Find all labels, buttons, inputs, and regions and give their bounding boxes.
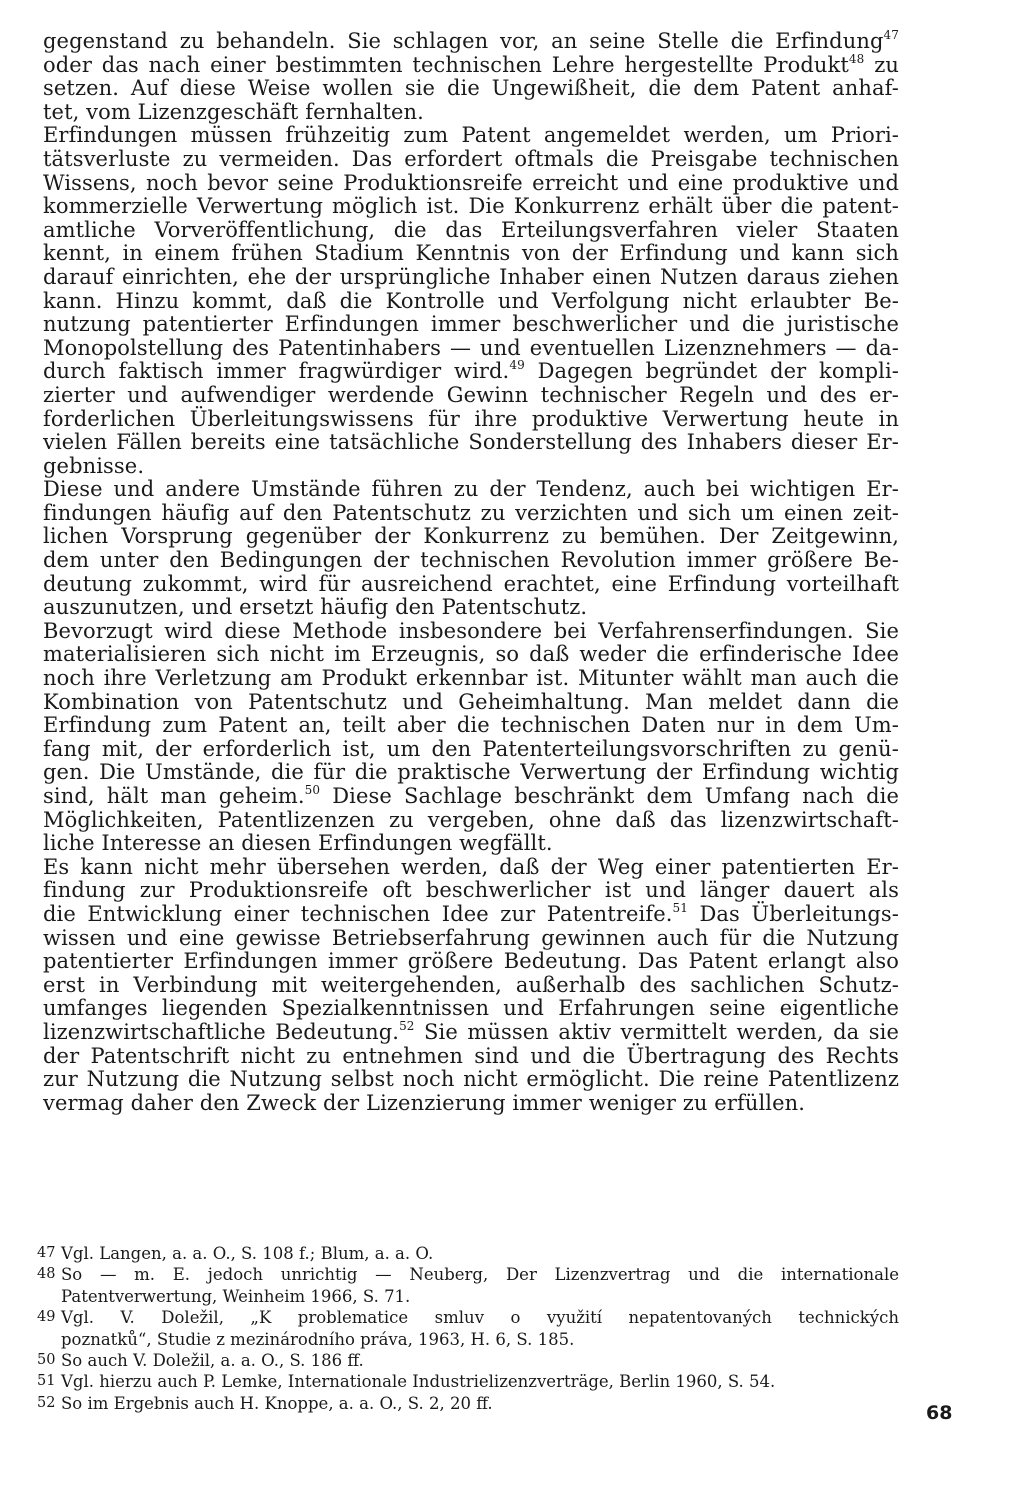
text-line [43, 856, 899, 880]
line-text: gebnisse. [43, 453, 145, 478]
text-line [43, 950, 899, 974]
text-line [43, 643, 899, 667]
line-text: fang mit, der erforderlich ist, um den Patenterteilungsvorschriften zu genü- [43, 736, 899, 761]
text-line [43, 337, 899, 361]
line-text: darauf einrichten, ehe der ursprüngliche Inhaber einen Nutzen daraus ziehen [43, 264, 899, 289]
footnote-number: 47 [37, 1245, 56, 1261]
text-line [43, 502, 899, 526]
line-text: die Entwicklung einer technischen Idee zur Patentreife. [43, 901, 673, 926]
line-text: kommerzielle Verwertung möglich ist. Die Konkurrenz erhält über die patent- [43, 194, 899, 219]
line-text: umfanges liegenden Spezialkenntnissen und Erfahrungen seine eigentliche [43, 996, 899, 1021]
text-line [43, 900, 899, 927]
line-text: zur Nutzung die Nutzung selbst noch nicht ermöglicht. Die reine Patentlizenz [43, 1067, 899, 1092]
line-text: Kombination von Patentschutz und Geheimhaltung. Man meldet dann die [43, 689, 899, 714]
text-line [43, 77, 899, 101]
text-line [43, 408, 899, 432]
line-text: wissen und eine gewisse Betriebserfahrung gewinnen auch für die Nutzung [43, 925, 899, 950]
text-line [43, 832, 899, 856]
text-line [43, 573, 899, 597]
line-text-continued: Diese Sachlage beschränkt dem Umfang nach die [320, 784, 899, 808]
text-line [43, 290, 899, 314]
text-line [43, 195, 899, 219]
line-text: findungen häufig auf den Patentschutz zu verzichten und sich um einen zeit- [43, 500, 899, 525]
line-text: zierter und aufwendiger werdende Gewinn technischer Regeln und des er- [43, 382, 899, 407]
line-text: tätsverluste zu vermeiden. Das erfordert oftmals die Preisgabe technischen [43, 146, 899, 171]
paragraph [43, 856, 899, 1116]
footnote-number: 49 [37, 1309, 56, 1326]
line-text: sind, hält man geheim. [43, 784, 305, 808]
text-line [43, 785, 899, 809]
text-line [43, 691, 899, 715]
text-line [43, 596, 899, 620]
text-line [43, 620, 899, 644]
line-text: amtliche Vorveröffentlichung, die das Erteilungsverfahren vieler Staaten [43, 217, 899, 242]
text-line [43, 549, 899, 573]
line-text: dem unter den Bedingungen der technischen Revolution immer größere Be- [43, 548, 899, 573]
text-line [43, 30, 899, 54]
line-text: Wissens, noch bevor seine Produktionsreife erreicht und eine produktive und [43, 170, 899, 195]
text-line [43, 1068, 899, 1092]
text-line [43, 266, 899, 290]
page-number: 68 [926, 1402, 953, 1424]
line-text: vermag daher den Zweck der Lizenzierung immer weniger zu erfüllen. [43, 1090, 806, 1115]
line-text: Bevorzugt wird diese Methode insbesondere bei Verfahrenserfindungen. Sie [43, 618, 899, 643]
line-text: setzen. Auf diese Weise wollen sie die Ungewißheit, die dem Patent anhaf- [43, 76, 899, 101]
text-line [43, 148, 899, 172]
footnote [37, 1371, 899, 1392]
text-line [43, 455, 899, 479]
text-line [43, 124, 899, 148]
line-text: materialisieren sich nicht im Erzeugnis, so daß weder die erfinderische Idee [43, 642, 899, 667]
text-line [43, 219, 899, 243]
footnote-text: So auch V. Doležil, a. a. O., S. 186 ff. [61, 1351, 364, 1371]
footnote-number: 52 [37, 1394, 56, 1411]
footnotes [37, 1243, 899, 1414]
line-text: kennt, in einem frühen Stadium Kenntnis von der Erfindung und kann sich [43, 241, 899, 266]
line-text: auszunutzen, und ersetzt häufig den Patentschutz. [43, 595, 588, 620]
line-text: durch faktisch immer fragwürdiger wird. [43, 359, 510, 384]
footnote-reference: 47 [883, 28, 899, 42]
line-text: Es kann nicht mehr übersehen werden, daß der Weg einer patentierten Er- [43, 854, 899, 879]
paragraph [43, 124, 899, 478]
footnote [37, 1243, 899, 1264]
line-text-continued: Sie müssen aktiv vermittelt werden, da sie [414, 1019, 899, 1044]
line-text: noch ihre Verletzung am Produkt erkennbar ist. Mitunter wählt man auch die [43, 666, 899, 691]
text-line [43, 384, 899, 408]
footnote-number: 50 [37, 1352, 56, 1369]
line-text: Diese und andere Umstände führen zu der Tendenz, auch bei wichtigen Er- [43, 477, 899, 502]
line-text-continued: Dagegen begründet der kompli- [524, 359, 899, 384]
line-text: findung zur Produktionsreife oft beschwerlicher ist und länger dauert als [43, 878, 899, 903]
text-line [43, 431, 899, 455]
footnote [37, 1393, 899, 1414]
line-text: Erfindungen müssen frühzeitig zum Patent angemeldet werden, um Priori- [43, 123, 899, 148]
text-line [43, 879, 899, 903]
body-text [43, 30, 899, 1115]
text-line [43, 738, 899, 762]
line-text: erst in Verbindung mit weitergehenden, außerhalb des sachlichen Schutz- [43, 972, 899, 997]
footnote-text: poznatků“, Studie z mezinárodního práva, 1963, H. 6, S. 185. [61, 1329, 575, 1349]
paragraph [43, 478, 899, 620]
text-line [43, 51, 899, 78]
text-line [43, 242, 899, 266]
line-text: Möglichkeiten, Patentlizenzen zu vergeben, ohne daß das lizenzwirtschaft- [43, 807, 899, 832]
line-text: vielen Fällen bereits eine tatsächliche Sonderstellung des Inhabers dieser Er- [43, 430, 899, 455]
text-line [43, 1018, 899, 1045]
line-text: forderlichen Überleitungswissens für ihre produktive Verwertung heute in [43, 406, 899, 431]
text-line [43, 1045, 899, 1069]
text-line [43, 809, 899, 833]
text-line [43, 997, 899, 1021]
text-line [43, 101, 899, 125]
line-text: oder das nach einer bestimmten technischen Lehre hergestellte Produkt [43, 52, 849, 77]
footnote-text: Vgl. hierzu auch P. Lemke, Internationale Industrielizenzverträge, Berlin 1960, S. 54. [61, 1372, 776, 1392]
footnote [37, 1264, 899, 1307]
text-line [43, 714, 899, 738]
text-line [43, 172, 899, 196]
text-line [43, 927, 899, 951]
text-line [43, 478, 899, 502]
text-line [43, 360, 899, 384]
footnote-text: So im Ergebnis auch H. Knoppe, a. a. O., S. 2, 20 ff. [61, 1393, 493, 1413]
footnote-number: 48 [37, 1266, 56, 1283]
line-text: tet, vom Lizenzgeschäft fernhalten. [43, 99, 424, 124]
line-text-continued: zu [864, 52, 899, 77]
footnote-text: Vgl. V. Doležil, „K problematice smluv o využití nepatentovaných technických [61, 1308, 899, 1328]
line-text: Monopolstellung des Patentinhabers — und eventuellen Lizenznehmers — da- [43, 335, 899, 360]
footnote-number: 51 [37, 1373, 56, 1390]
text-line [43, 1092, 899, 1116]
text-line [43, 761, 899, 785]
text-line [43, 313, 899, 337]
line-text: deutung zukommt, wird für ausreichend erachtet, eine Erfindung vorteilhaft [43, 571, 899, 596]
line-text: Erfindung zum Patent an, teilt aber die technischen Daten nur in dem Um- [43, 713, 899, 738]
footnote-text: Vgl. Langen, a. a. O., S. 108 f.; Blum, a. a. O. [61, 1244, 434, 1263]
footnote-reference: 49 [509, 358, 525, 373]
footnote-reference: 50 [304, 783, 321, 797]
line-text: kann. Hinzu kommt, daß die Kontrolle und Verfolgung nicht erlaubter Be- [43, 288, 899, 313]
line-text: der Patentschrift nicht zu entnehmen sind und die Übertragung des Rechts [43, 1043, 899, 1068]
line-text: lizenzwirtschaftliche Bedeutung. [43, 1019, 400, 1044]
footnote-text: Patentverwertung, Weinheim 1966, S. 71. [61, 1286, 411, 1306]
footnote [37, 1350, 899, 1371]
footnote-reference: 48 [848, 51, 865, 66]
footnote-reference: 51 [672, 900, 688, 915]
paragraph [43, 620, 899, 856]
footnote-text: So — m. E. jedoch unrichtig — Neuberg, Der Lizenzvertrag und die internationale [61, 1265, 899, 1285]
footnote [37, 1307, 899, 1350]
paragraph [43, 30, 899, 124]
line-text: gen. Die Umstände, die für die praktische Verwertung der Erfindung wichtig [43, 760, 899, 785]
line-text: nutzung patentierter Erfindungen immer beschwerlicher und die juristische [43, 312, 899, 337]
footnote-reference: 52 [399, 1018, 415, 1033]
line-text: liche Interesse an diesen Erfindungen wegfällt. [43, 831, 553, 856]
line-text: lichen Vorsprung gegenüber der Konkurrenz zu bemühen. Der Zeitgewinn, [43, 524, 899, 549]
text-line [43, 974, 899, 998]
line-text: patentierter Erfindungen immer größere Bedeutung. Das Patent erlangt also [43, 949, 899, 974]
text-line [43, 525, 899, 549]
line-text-continued: Das Überleitungs- [688, 901, 899, 926]
line-text: gegenstand zu behandeln. Sie schlagen vor, an seine Stelle die Erfindung [43, 29, 884, 53]
text-line [43, 667, 899, 691]
